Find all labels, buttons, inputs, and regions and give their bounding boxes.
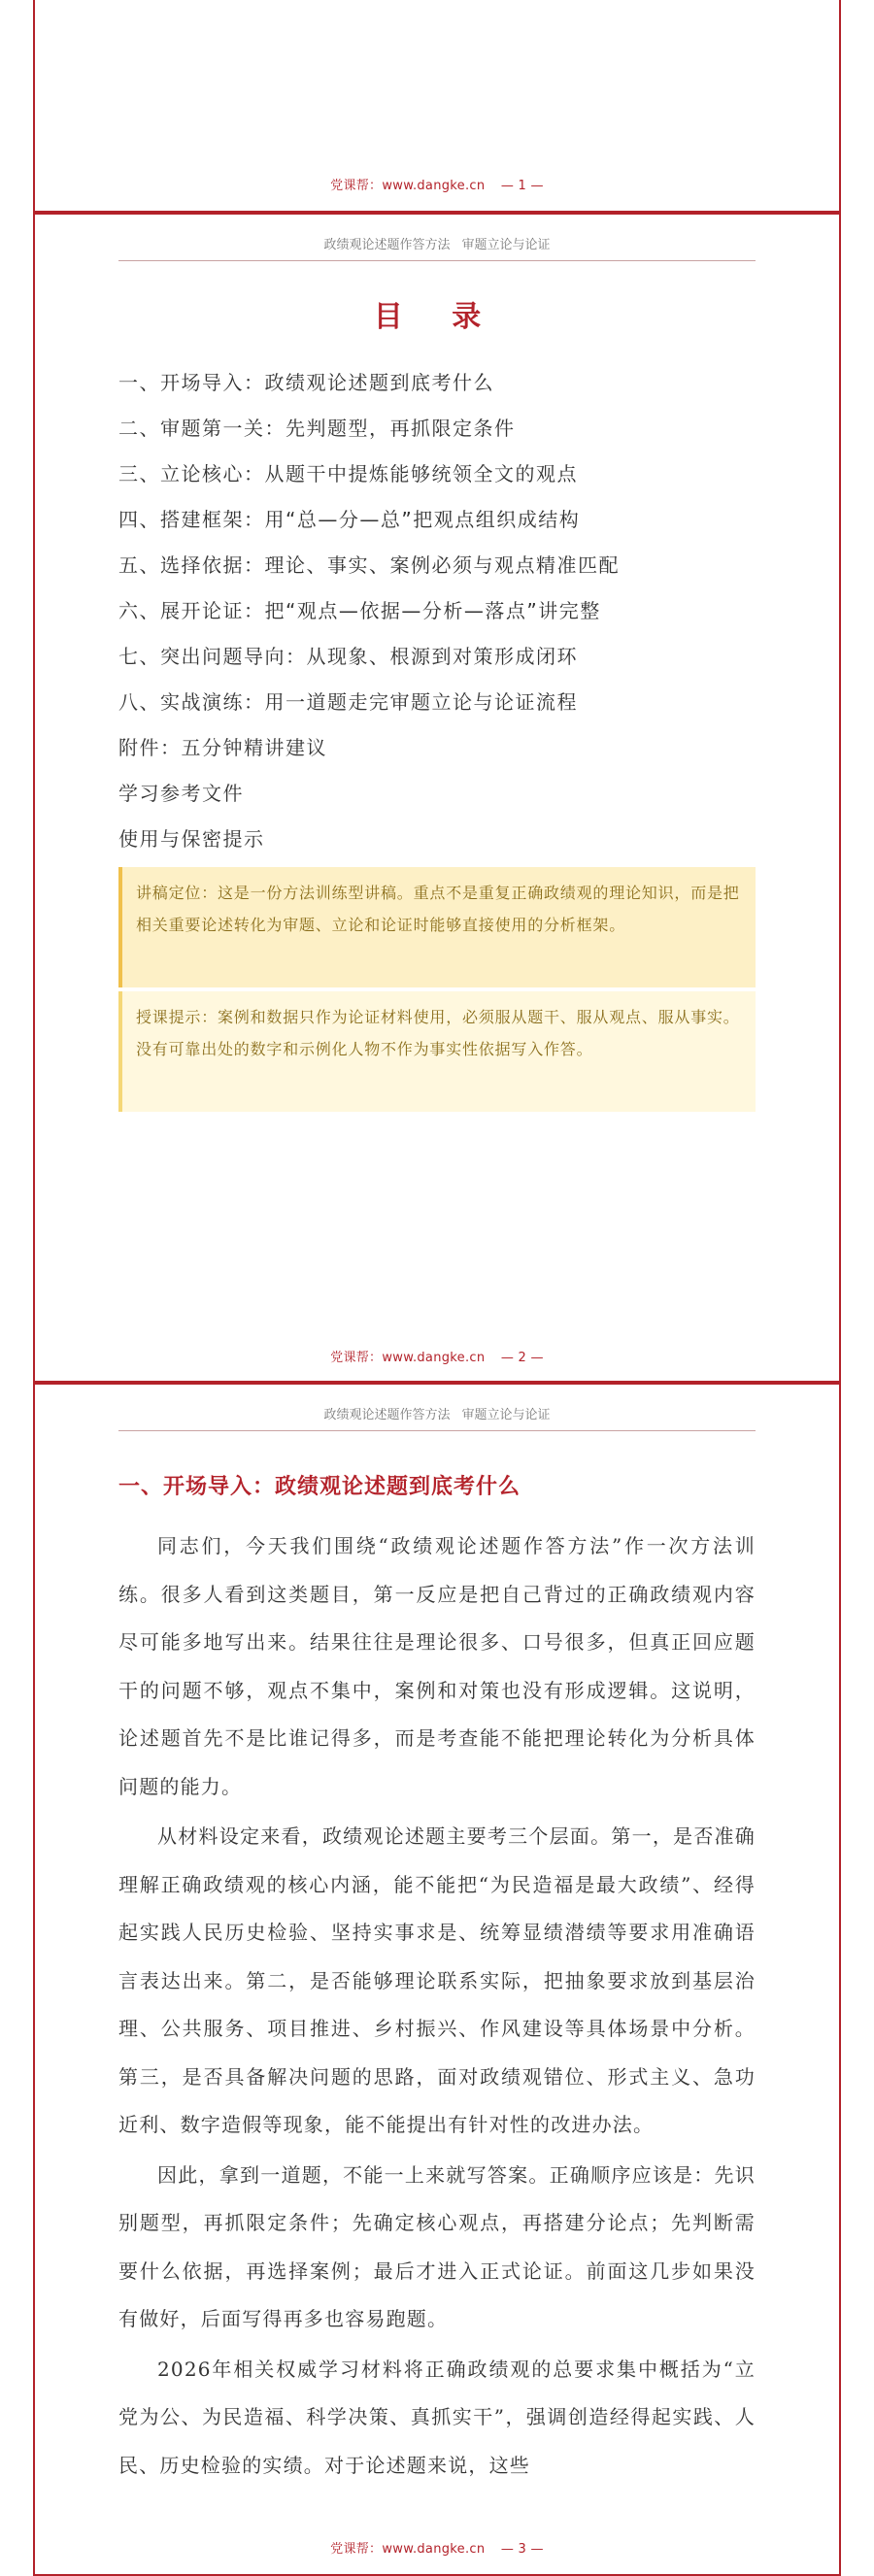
footer-page-number: — 3 — <box>500 2542 544 2557</box>
body-paragraph: 同志们，今天我们围绕“政绩观论述题作答方法”作一次方法训练。很多人看到这类题目，第一反应是把自己背过的正确政绩观内容尽可能多地写出来。结果往往是理论很多、口号很多，但真正回应题干的问题不够，观点不集中，案例和对策也没有形成逻辑。这说明，论述题首先不是比谁记得多，而是考查能不能把理论转化为分析具体问题的能力。 <box>118 1534 756 1798</box>
footer-site-label: 党课帮：www.dangke.cn <box>330 179 486 193</box>
section-body <box>118 1522 756 2492</box>
page-3 <box>33 1383 841 2576</box>
toc-item[interactable]: 附件：五分钟精讲建议 <box>118 736 327 759</box>
toc-item[interactable]: 二、审题第一关：先判题型，再抓限定条件 <box>118 417 516 440</box>
footer-site-label: 党课帮：www.dangke.cn <box>330 1351 486 1365</box>
toc-item[interactable]: 六、展开论证：把“观点—依据—分析—落点”讲完整 <box>118 599 601 622</box>
running-head-left: 政绩观论述题作答方法 <box>323 238 451 252</box>
section-heading: 一、开场导入：政绩观论述题到底考什么 <box>118 1475 521 1499</box>
footer-site-label: 党课帮：www.dangke.cn <box>330 2542 486 2557</box>
running-head-right: 审题立论与论证 <box>461 238 551 252</box>
running-head <box>118 234 756 261</box>
toc-item[interactable]: 八、实战演练：用一道题走完审题立论与论证流程 <box>118 690 578 714</box>
toc-item[interactable]: 三、立论核心：从题干中提炼能够统领全文的观点 <box>118 462 578 485</box>
page-footer <box>35 1347 839 1365</box>
toc-item[interactable]: 使用与保密提示 <box>118 827 265 851</box>
running-head-right: 审题立论与论证 <box>461 1408 551 1422</box>
teaching-tip-note: 授课提示：案例和数据只作为论证材料使用，必须服从题干、服从观点、服从事实。没有可靠出处的数字和示例化人物不作为事实性依据写入作答。 <box>118 991 756 1112</box>
toc-item[interactable]: 七、突出问题导向：从现象、根源到对策形成闭环 <box>118 645 578 668</box>
toc-item[interactable]: 五、选择依据：理论、事实、案例必须与观点精准匹配 <box>118 553 620 577</box>
footer-page-number: — 2 — <box>500 1351 544 1365</box>
body-paragraph: 2026年相关权威学习材料将正确政绩观的总要求集中概括为“立党为公、为民造福、科学决策、真抓实干”，强调创造经得起实践、人民、历史检验的实绩。对于论述题来说，这些 <box>118 2357 756 2477</box>
page-1 <box>33 0 841 213</box>
running-head-left: 政绩观论述题作答方法 <box>323 1408 451 1422</box>
body-paragraph: 因此，拿到一道题，不能一上来就写答案。正确顺序应该是：先识别题型，再抓限定条件；先确定核心观点，再搭建分论点；先判断需要什么依据，再选择案例；最后才进入正式论证。前面这几步如果没有做好，后面写得再多也容易跑题。 <box>118 2162 756 2330</box>
toc-title: 目 录 <box>373 300 501 334</box>
page-footer <box>35 2538 839 2557</box>
toc-item[interactable]: 一、开场导入：政绩观论述题到底考什么 <box>118 371 494 394</box>
toc-item[interactable]: 四、搭建框架：用“总—分—总”把观点组织成结构 <box>118 508 581 531</box>
toc-item[interactable]: 学习参考文件 <box>118 782 244 805</box>
positioning-note: 讲稿定位：这是一份方法训练型讲稿。重点不是重复正确政绩观的理论知识，而是把相关重要论述转化为审题、立论和论证时能够直接使用的分析框架。 <box>118 867 756 987</box>
page-footer <box>35 175 839 193</box>
toc-list <box>118 360 756 862</box>
page-2 <box>33 213 841 1383</box>
body-paragraph: 从材料设定来看，政绩观论述题主要考三个层面。第一，是否准确理解正确政绩观的核心内涵，能不能把“为民造福是最大政绩”、经得起实践人民历史检验、坚持实事求是、统筹显绩潜绩等要求用准确语言表达出来。第二，是否能够理论联系实际，把抽象要求放到基层治理、公共服务、项目推进、乡村振兴、作风建设等具体场景中分析。第三，是否具备解决问题的思路，面对政绩观错位、形式主义、急功近利、数字造假等现象，能不能提出有针对性的改进办法。 <box>118 1824 756 2136</box>
footer-page-number: — 1 — <box>500 179 544 193</box>
running-head <box>118 1404 756 1431</box>
